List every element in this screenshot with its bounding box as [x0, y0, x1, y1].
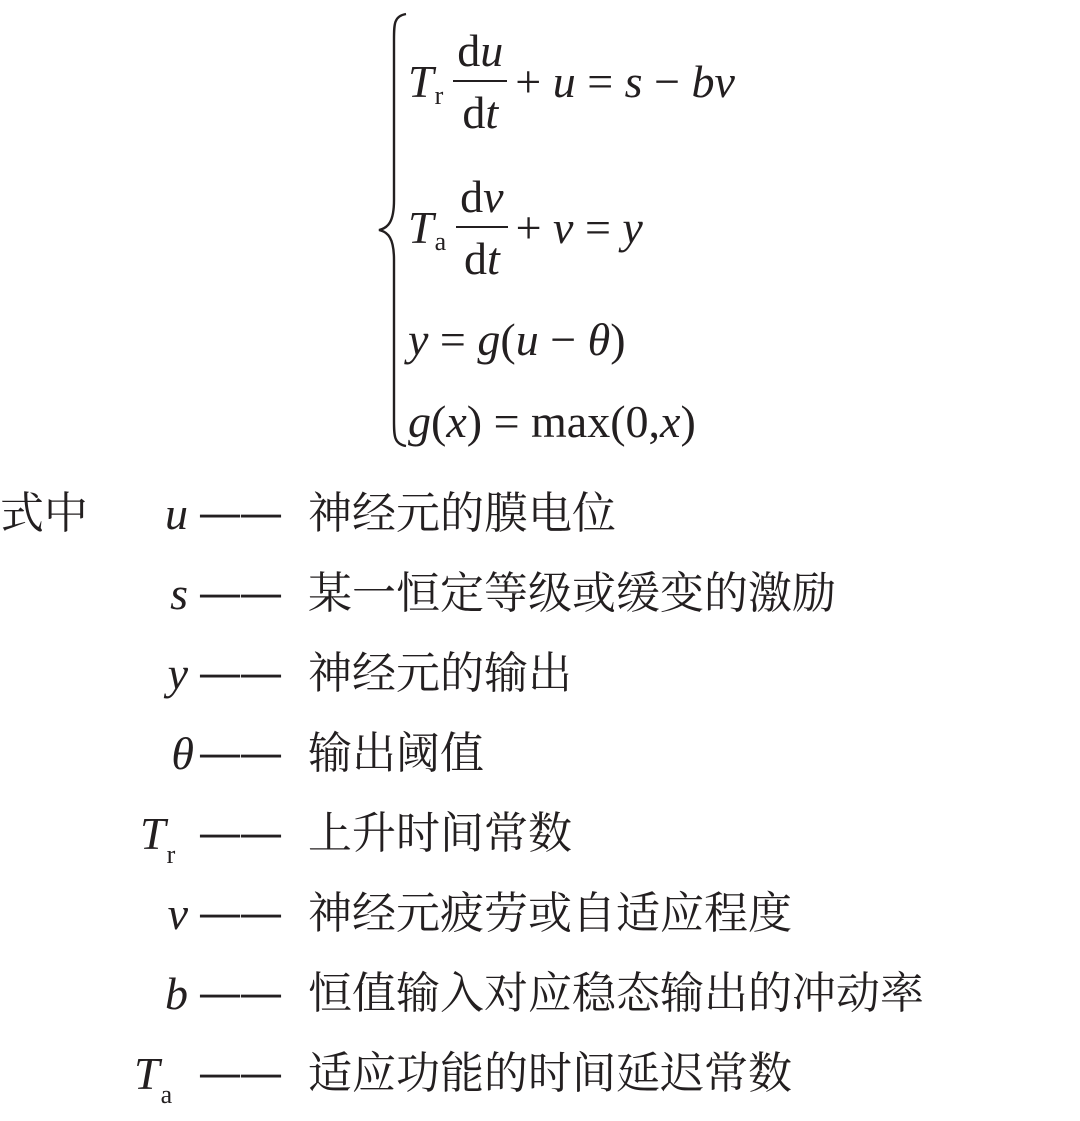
eq2-frac-den-var: t [486, 233, 500, 284]
legend-description: 上升时间常数 [308, 808, 572, 859]
legend-dash: —— [198, 888, 280, 939]
legend-symbol-var: T [140, 808, 166, 859]
eq1-frac-num-d: d [457, 25, 481, 76]
equation-2 [408, 168, 643, 288]
legend-description: 神经元的输出 [308, 648, 572, 699]
legend-prefix: 式中 [0, 488, 88, 539]
legend-symbol [140, 794, 196, 881]
eq1-s: s [624, 56, 643, 107]
legend-dash: —— [198, 728, 280, 779]
legend-symbol-sub: a [160, 1080, 173, 1109]
legend-description: 恒值输入对应稳态输出的冲动率 [308, 968, 924, 1019]
eq2-frac-num-var: v [483, 171, 504, 222]
legend-dash: —— [198, 648, 280, 699]
eq3-equals: = [428, 314, 478, 365]
eq3-paren-close: ) [610, 314, 626, 365]
legend-symbol-var: T [134, 1048, 160, 1099]
legend-row-u [0, 474, 1080, 554]
eq2-fraction [456, 171, 507, 284]
eq4-g: g [408, 396, 431, 447]
eq2-lhs-var: T [408, 202, 434, 253]
eq1-frac-den-d: d [462, 87, 486, 138]
legend-description: 神经元的膜电位 [308, 488, 616, 539]
eq3-paren-open: ( [500, 314, 516, 365]
eq3-u: u [515, 314, 539, 365]
eq4-paren-close: ) [680, 396, 696, 447]
eq1-equals: = [587, 56, 614, 107]
legend-row-v [0, 874, 1080, 954]
eq1-lhs-var: T [408, 56, 434, 107]
legend-description: 神经元疲劳或自适应程度 [308, 888, 792, 939]
eq2-equals: = [584, 202, 611, 253]
legend-dash: —— [198, 968, 280, 1019]
legend-symbol-sub: r [166, 840, 176, 869]
legend-row-s [0, 554, 1080, 634]
eq1-frac-den-var: t [485, 87, 499, 138]
legend-row-b [0, 954, 1080, 1034]
eq3-theta: θ [587, 314, 611, 365]
legend-symbol: b [165, 968, 188, 1019]
equation-3 [408, 312, 626, 368]
eq2-v: v [553, 202, 574, 253]
eq4-x2: x [660, 396, 681, 447]
legend-description: 某一恒定等级或缓变的激励 [308, 568, 836, 619]
legend-symbol: s [170, 568, 188, 619]
eq1-frac-num-var: u [480, 25, 504, 76]
legend-symbol: v [167, 888, 188, 939]
eq4-x: x [446, 396, 467, 447]
legend-symbol [134, 1034, 194, 1121]
eq2-frac-num-d: d [460, 171, 484, 222]
legend-row-tr [0, 794, 1080, 874]
legend-row-y [0, 634, 1080, 714]
equation-4 [408, 394, 696, 450]
legend-row-theta [0, 714, 1080, 794]
legend-dash: —— [198, 1048, 280, 1099]
eq1-lhs-sub: r [434, 81, 444, 110]
eq2-y: y [622, 202, 643, 253]
system-brace [376, 10, 410, 450]
eq1-fraction [453, 25, 507, 138]
legend-dash: —— [198, 808, 280, 859]
legend-symbol: y [167, 648, 188, 699]
legend-dash: —— [198, 488, 280, 539]
eq3-minus: − [538, 314, 588, 365]
eq4-max: ) = max(0, [466, 396, 661, 447]
eq2-frac-den-d: d [463, 233, 487, 284]
legend-description: 适应功能的时间延迟常数 [308, 1048, 792, 1099]
eq1-minus: − [654, 56, 681, 107]
equation-1 [408, 22, 735, 142]
eq2-plus: + [515, 202, 542, 253]
eq1-plus: + [515, 56, 542, 107]
eq3-y: y [408, 314, 429, 365]
eq1-bv: bv [691, 56, 735, 107]
legend-description: 输出阈值 [308, 728, 484, 779]
eq1-u: u [552, 56, 576, 107]
legend-row-ta [0, 1034, 1080, 1114]
eq2-lhs-sub: a [434, 227, 447, 256]
legend-symbol: θ [171, 728, 194, 779]
eq4-paren-open: ( [431, 396, 447, 447]
eq3-g: g [477, 314, 501, 365]
legend-dash: —— [198, 568, 280, 619]
legend-symbol: u [165, 488, 188, 539]
